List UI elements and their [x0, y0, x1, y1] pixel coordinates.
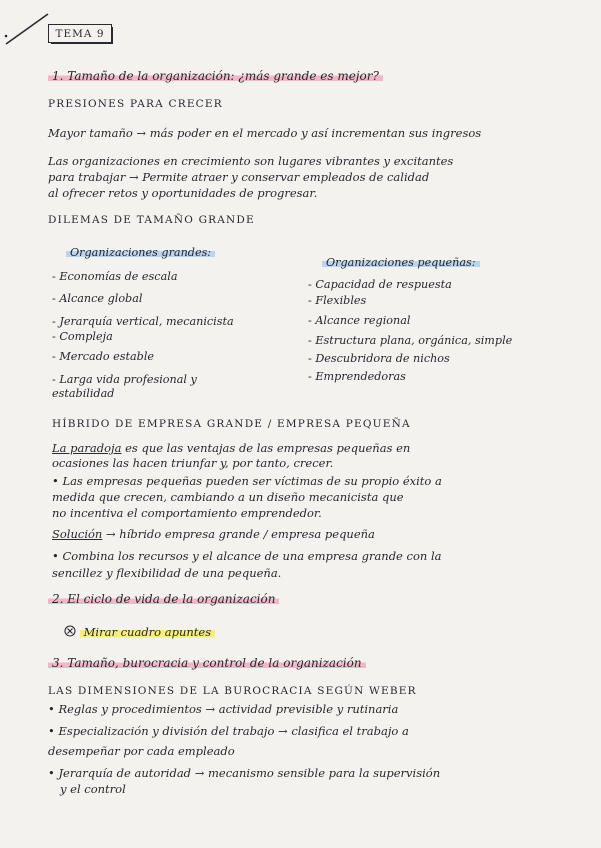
- large-org-item: - Mercado estable: [52, 350, 155, 363]
- small-org-heading-text: Organizaciones pequeñas:: [322, 256, 480, 269]
- hybrid-line-6: [52, 527, 375, 541]
- large-org-heading-text: Organizaciones grandes:: [66, 246, 215, 259]
- small-org-item: - Emprendedoras: [308, 370, 406, 383]
- paradox-word: La paradoja: [52, 441, 122, 455]
- growth-line-2: para trabajar → Permite atraer y conservar empleados de calidad: [48, 170, 430, 184]
- hybrid-title: HÍBRIDO DE EMPRESA GRANDE / EMPRESA PEQUEÑA: [52, 418, 411, 430]
- weber-line-1: • Reglas y procedimientos → actividad previsible y rutinaria: [48, 702, 399, 716]
- pressures-title: PRESIONES PARA CRECER: [48, 98, 223, 110]
- large-org-item: estabilidad: [52, 387, 115, 400]
- growth-line-3: al ofrecer retos y oportunidades de progresar.: [48, 186, 318, 200]
- section2-heading-text: 2. El ciclo de vida de la organización: [48, 592, 279, 606]
- hybrid-line-4: medida que crecen, cambiando a un diseño mecanicista que: [52, 490, 404, 504]
- small-org-item: - Alcance regional: [308, 314, 411, 327]
- hybrid-line-3: • Las empresas pequeñas pueden ser víctimas de su propio éxito a: [52, 474, 442, 488]
- large-org-item: - Jerarquía vertical, mecanicista: [52, 315, 234, 328]
- small-org-heading: [322, 256, 480, 270]
- weber-line-3: desempeñar por cada empleado: [48, 744, 235, 758]
- solution-word: Solución: [52, 527, 103, 541]
- growth-line-1: Las organizaciones en crecimiento son lugares vibrantes y excitantes: [48, 154, 454, 168]
- hybrid-line-1-text: es que las ventajas de las empresas pequeñas en: [121, 441, 411, 455]
- small-org-item: - Flexibles: [308, 294, 367, 307]
- weber-line-5: y el control: [60, 782, 126, 796]
- pressure-line: Mayor tamaño → más poder en el mercado y así incrementan sus ingresos: [48, 126, 482, 140]
- hybrid-line-5: no incentiva el comportamiento emprendedor.: [52, 506, 322, 520]
- large-org-item: - Larga vida profesional y: [52, 373, 197, 386]
- section3-heading-text: 3. Tamaño, burocracia y control de la organización: [48, 656, 366, 670]
- circled-x-icon: [64, 625, 76, 637]
- hybrid-line-6-text: → híbrido empresa grande / empresa pequeña: [102, 527, 375, 541]
- small-org-item: - Descubridora de nichos: [308, 352, 450, 365]
- hybrid-line-1: [52, 441, 410, 455]
- dilemmas-title: DILEMAS DE TAMAÑO GRANDE: [48, 214, 255, 226]
- small-org-item: - Estructura plana, orgánica, simple: [308, 334, 513, 347]
- large-org-heading: [66, 246, 215, 260]
- weber-title: LAS DIMENSIONES DE LA BUROCRACIA SEGÚN WEBER: [48, 685, 417, 697]
- hybrid-line-7: • Combina los recursos y el alcance de una empresa grande con la: [52, 549, 442, 563]
- section1-heading: [48, 69, 383, 83]
- large-org-item: - Compleja: [52, 330, 113, 343]
- hybrid-line-8: sencillez y flexibilidad de una pequeña.: [52, 566, 282, 580]
- large-org-item: - Alcance global: [52, 292, 143, 305]
- section2-heading: [48, 592, 279, 606]
- small-org-item: - Capacidad de respuesta: [308, 278, 452, 291]
- section1-heading-text: 1. Tamaño de la organización: ¿más grande es mejor?: [48, 69, 383, 83]
- hybrid-line-2: ocasiones las hacen triunfar y, por tanto, crecer.: [52, 456, 334, 470]
- weber-line-2: • Especialización y división del trabajo → clasifica el trabajo a: [48, 724, 409, 738]
- section3-heading: [48, 656, 366, 670]
- large-org-item: - Economías de escala: [52, 270, 178, 283]
- section2-note: [64, 625, 215, 639]
- weber-line-4: • Jerarquía de autoridad → mecanismo sensible para la supervisión: [48, 766, 441, 780]
- section2-note-text: Mirar cuadro apuntes: [80, 625, 215, 639]
- topic-label: TEMA 9: [48, 24, 112, 43]
